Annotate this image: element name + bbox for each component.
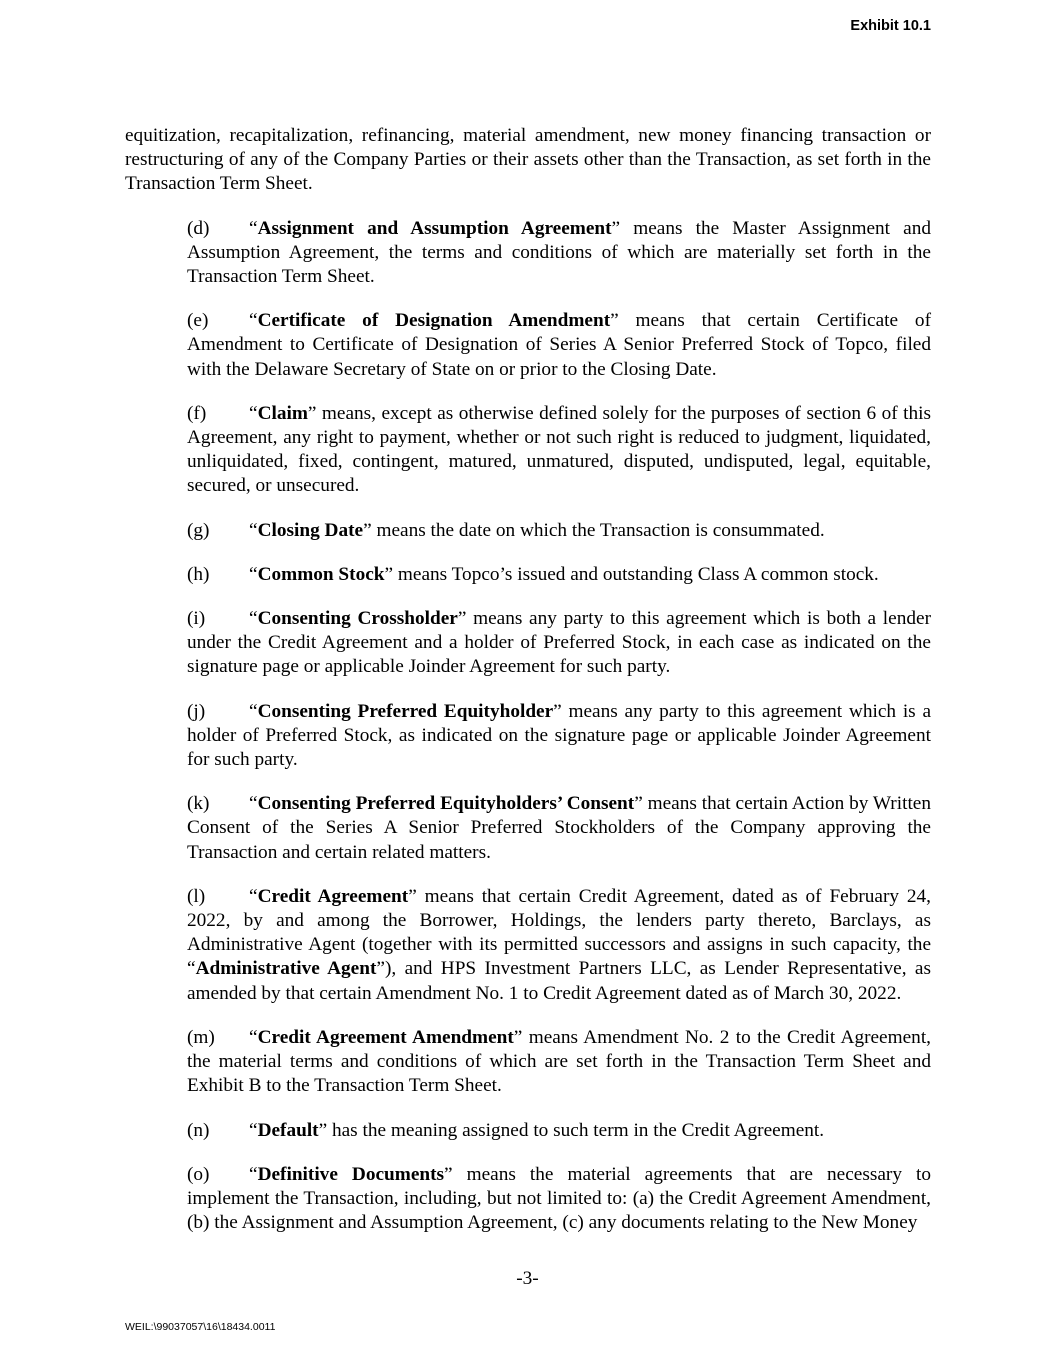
defined-term: Consenting Crossholder: [257, 608, 458, 630]
definition-text: ” means any party to this agreement which is a holder of Preferred Stock, as indicated on the signature page or applicable Joinder Agreement for such party.: [187, 700, 931, 771]
defined-term: Closing Date: [257, 519, 364, 541]
defined-term: Credit Agreement Amendment: [257, 1026, 514, 1048]
definition-label: (o): [187, 1163, 210, 1185]
defined-term: Default: [257, 1119, 319, 1141]
definition-label: (j): [187, 700, 206, 722]
definition-label: (f): [187, 402, 207, 424]
defined-term: Definitive Documents: [257, 1163, 445, 1185]
definition-paragraph: (g) “Closing Date” means the date on which the Transaction is consummated.: [125, 519, 931, 543]
exhibit-label: Exhibit 10.1: [850, 18, 931, 34]
definition-paragraph: (l) “Credit Agreement” means that certain Credit Agreement, dated as of February 24, 2022, by and among the Borrower, Holdings, the lenders party thereto, Barclays, as Administrative Agent (together with its permitted successors and assigns in such capacity, the “Administrative Agent”), and HPS Investment Partners LLC, as Lender Representative, as amended by that certain Amendment No. 1 to Credit Agreement dated as of March 30, 2022.: [187, 885, 931, 1004]
defined-term: Assignment and Assumption Agreement: [257, 217, 612, 239]
definition-paragraph: (k) “Consenting Preferred Equityholders’ Consent” means that certain Action by Written Consent of the Series A Senior Preferred Stockholders of the Company approving the Transaction and certain related matters.: [187, 793, 931, 863]
definition-text: ” means Amendment No. 2 to the Credit Agreement, the material terms and conditions of which are set forth in the Transaction Term Sheet and Exhibit B to the Transaction Term Sheet.: [187, 1026, 931, 1097]
definition-label: (n): [187, 1119, 210, 1141]
intro-paragraph: equitization, recapitalization, refinancing, material amendment, new money financing transaction or restructuring of any of the Company Parties or their assets other than the Transaction, as set forth in the Transaction Term Sheet.: [125, 125, 931, 195]
definition-paragraph: (i) “Consenting Crossholder” means any party to this agreement which is both a lender under the Credit Agreement and a holder of Preferred Stock, in each case as indicated on the signature page or applicable Joinder Agreement for such party.: [187, 608, 931, 678]
definition-label: (h): [187, 563, 210, 585]
definition-paragraph: (d) “Assignment and Assumption Agreement” means the Master Assignment and Assumption Agreement, the terms and conditions of which are materially set forth in the Transaction Term Sheet.: [187, 217, 931, 288]
definition-paragraph: (n) “Default” has the meaning assigned to such term in the Credit Agreement.: [125, 1119, 931, 1143]
defined-term: Credit Agreement: [257, 885, 409, 907]
definition-paragraph: (o) “Definitive Documents” means the material agreements that are necessary to implement the Transaction, including, but not limited to: (a) the Credit Agreement Amendment, (b) the Assignment and Assumption Agreement, (c) any documents relating to the New Money: [187, 1163, 931, 1234]
defined-term: Consenting Preferred Equityholders’ Consent: [257, 793, 635, 815]
definition-text: ” means that certain Action by Written Consent of the Series A Senior Preferred Stockholders of the Company approving the Transaction and certain related matters.: [187, 793, 931, 863]
definition-text: ”), and HPS Investment Partners LLC, as Lender Representative, as amended by that certain Amendment No. 1 to Credit Agreement dated as of March 30, 2022.: [187, 958, 931, 1004]
definition-label: (m): [187, 1026, 215, 1048]
definition-paragraph: (e) “Certificate of Designation Amendment” means that certain Certificate of Amendment to Certificate of Designation of Series A Senior Preferred Stock of Topco, filed with the Delaware Secretary of State on or prior to the Closing Date.: [187, 310, 931, 380]
definition-label: (l): [187, 885, 206, 907]
defined-term: Consenting Preferred Equityholder: [257, 700, 554, 722]
defined-term: Certificate of Designation Amendment: [257, 310, 611, 332]
definition-text: ” means the material agreements that are necessary to implement the Transaction, including, but not limited to: (a) the Credit Agreement Amendment, (b) the Assignment and Assumption Agreement, (c) any documents relating to the New Money: [187, 1163, 931, 1234]
definition-paragraph: (m) “Credit Agreement Amendment” means Amendment No. 2 to the Credit Agreement, the material terms and conditions of which are set forth in the Transaction Term Sheet and Exhibit B to the Transaction Term Sheet.: [187, 1026, 931, 1097]
page-number: -3-: [516, 1268, 539, 1289]
defined-term: Common Stock: [257, 563, 385, 585]
definition-text: ” means that certain Certificate of Amendment to Certificate of Designation of Series A Senior Preferred Stock of Topco, filed with the Delaware Secretary of State on or prior to the Closing Date.: [187, 310, 931, 380]
definition-text: ” means, except as otherwise defined solely for the purposes of section 6 of this Agreement, any right to payment, whether or not such right is reduced to judgment, liquidated, unliquidated, fixed, contingent, matured, unmatured, disputed, undisputed, legal, equitable, secured, or unsecured.: [187, 402, 931, 497]
document-id: WEIL:\99037057\16\18434.0011: [125, 1321, 276, 1333]
definition-label: (g): [187, 519, 210, 541]
definition-paragraph: (j) “Consenting Preferred Equityholder” means any party to this agreement which is a holder of Preferred Stock, as indicated on the signature page or applicable Joinder Agreement for such party.: [187, 700, 931, 771]
definition-paragraph: (h) “Common Stock” means Topco’s issued and outstanding Class A common stock.: [125, 563, 931, 587]
definition-label: (k): [187, 793, 210, 815]
definition-label: (e): [187, 310, 209, 332]
defined-term: Claim: [257, 402, 308, 424]
definition-label: (d): [187, 217, 210, 239]
defined-term: Administrative Agent: [195, 958, 377, 980]
definition-text: ” means any party to this agreement which is both a lender under the Credit Agreement and a holder of Preferred Stock, in each case as indicated on the signature page or applicable Joinder Agreement for such party.: [187, 608, 931, 678]
definition-label: (i): [187, 608, 206, 630]
definition-text: ” means Topco’s issued and outstanding Class A common stock.: [384, 563, 879, 585]
definition-paragraph: (f) “Claim” means, except as otherwise defined solely for the purposes of section 6 of this Agreement, any right to payment, whether or not such right is reduced to judgment, liquidated, unliquidated, fixed, contingent, matured, unmatured, disputed, undisputed, legal, equitable, secured, or unsecured.: [187, 402, 931, 497]
definition-text: ” has the meaning assigned to such term in the Credit Agreement.: [318, 1119, 825, 1141]
definition-text: ” means the Master Assignment and Assumption Agreement, the terms and conditions of which are materially set forth in the Transaction Term Sheet.: [187, 217, 931, 288]
definition-text: ” means that certain Credit Agreement, dated as of February 24, 2022, by and among the Borrower, Holdings, the lenders party thereto, Barclays, as Administrative Agent (together with its permitted successors and assigns in such capacity, the “: [187, 885, 931, 980]
document-body: [125, 124, 931, 1255]
definitions-list: [125, 217, 931, 1236]
definition-text: ” means the date on which the Transaction is consummated.: [363, 519, 825, 541]
